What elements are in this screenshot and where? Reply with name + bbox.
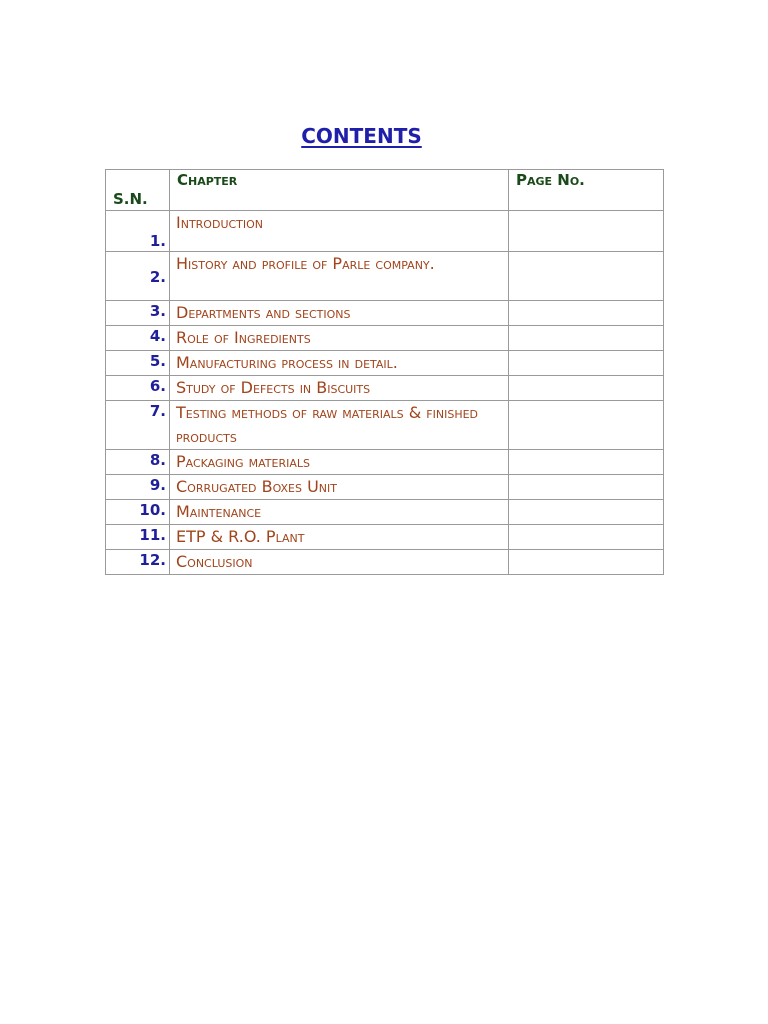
- page-number: [509, 351, 664, 376]
- page-number: [509, 450, 664, 475]
- row-number: 5.: [106, 351, 170, 376]
- contents-table: [105, 169, 664, 575]
- table-row: [106, 301, 664, 326]
- chapter-title: Corrugated Boxes Unit: [170, 475, 509, 500]
- chapter-title: Role of Ingredients: [170, 326, 509, 351]
- chapter-title: Maintenance: [170, 500, 509, 525]
- row-number: 9.: [106, 475, 170, 500]
- chapter-title: Study of Defects in Biscuits: [170, 376, 509, 401]
- table-row: [106, 326, 664, 351]
- row-number: 12.: [106, 550, 170, 575]
- chapter-title: Testing methods of raw materials & finished products: [170, 401, 509, 450]
- page-title: CONTENTS: [301, 124, 422, 148]
- row-number: 1.: [106, 211, 170, 252]
- chapter-title: Departments and sections: [170, 301, 509, 326]
- page-number: [509, 211, 664, 252]
- table-row: [106, 550, 664, 575]
- table-row: [106, 475, 664, 500]
- row-number: 10.: [106, 500, 170, 525]
- page-number: [509, 525, 664, 550]
- row-number: 6.: [106, 376, 170, 401]
- row-number: 4.: [106, 326, 170, 351]
- chapter-title: Introduction: [170, 211, 509, 252]
- table-row: [106, 401, 664, 450]
- page-number: [509, 401, 664, 450]
- page-number: [509, 326, 664, 351]
- chapter-title: History and profile of Parle company.: [170, 252, 509, 301]
- table-row: [106, 351, 664, 376]
- page-number: [509, 500, 664, 525]
- chapter-title: ETP & R.O. Plant: [170, 525, 509, 550]
- chapter-title: Conclusion: [170, 550, 509, 575]
- table-row: [106, 525, 664, 550]
- table-row: [106, 252, 664, 301]
- chapter-title: Manufacturing process in detail.: [170, 351, 509, 376]
- row-number: 3.: [106, 301, 170, 326]
- page-number: [509, 550, 664, 575]
- table-row: [106, 500, 664, 525]
- row-number: 2.: [106, 252, 170, 301]
- header-sn: S.N.: [106, 170, 170, 211]
- header-page-no: Page No.: [509, 170, 664, 211]
- chapter-title: Packaging materials: [170, 450, 509, 475]
- page-number: [509, 301, 664, 326]
- row-number: 11.: [106, 525, 170, 550]
- table-header-row: [106, 170, 664, 211]
- page-number: [509, 376, 664, 401]
- header-chapter: Chapter: [170, 170, 509, 211]
- table-row: [106, 450, 664, 475]
- row-number: 8.: [106, 450, 170, 475]
- row-number: 7.: [106, 401, 170, 450]
- page-number: [509, 475, 664, 500]
- table-row: [106, 376, 664, 401]
- page-number: [509, 252, 664, 301]
- table-row: [106, 211, 664, 252]
